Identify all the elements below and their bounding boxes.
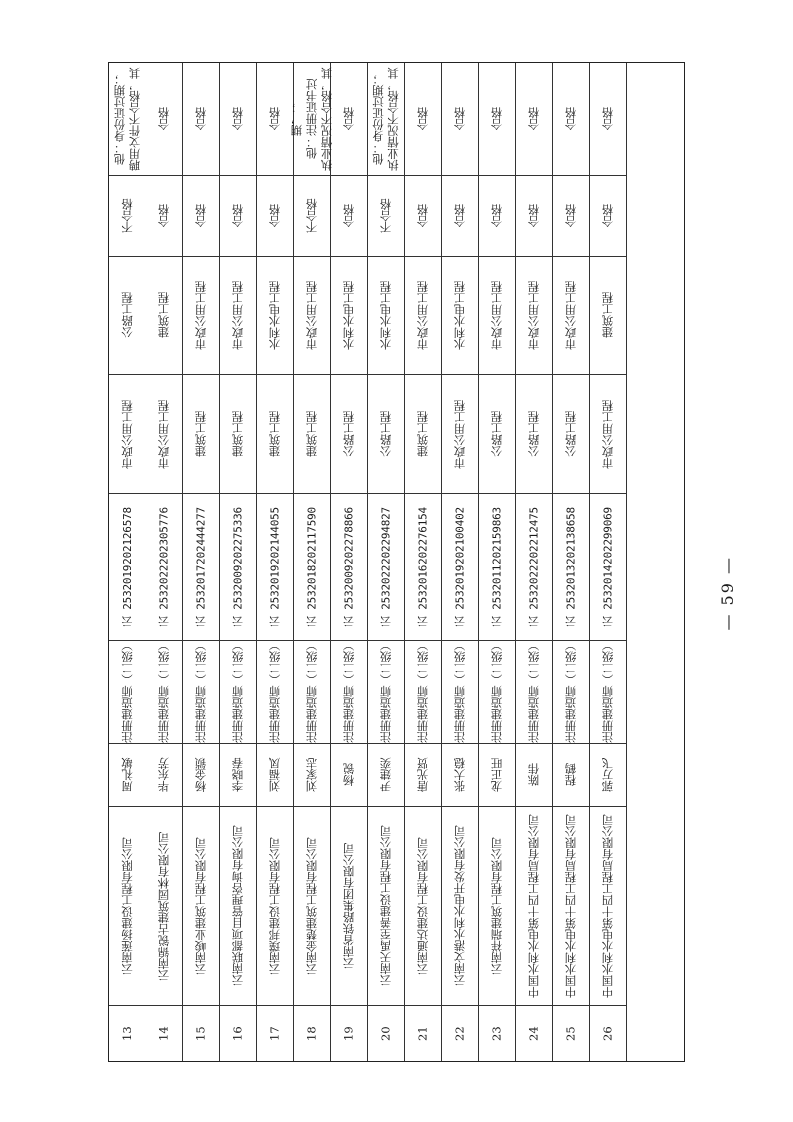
- specialty-secondary-cell: 建筑工程: [146, 256, 182, 375]
- specialty-primary-cell: 市政公用工程: [590, 374, 626, 493]
- person-name-cell: 李晓春: [220, 743, 256, 806]
- qualification-type-cell: 注册建造师（二级）: [590, 640, 626, 743]
- company-name-cell: 中国水利水电第十四工程局有限公司: [553, 806, 589, 1006]
- remark-cell: 聘用文件不合格，其他：身份证过期；: [112, 67, 142, 171]
- row-number-cell: 22: [442, 1005, 478, 1061]
- person-name-cell: 程鹤: [553, 743, 589, 806]
- check-result-cell: 合格: [220, 175, 256, 256]
- person-name-cell: 尹建奕: [368, 743, 404, 806]
- registration-table: [108, 62, 685, 1062]
- qualification-type-cell: 注册建造师（二级）: [553, 640, 589, 743]
- row-number-cell: 23: [479, 1005, 515, 1061]
- table-row: [257, 63, 294, 1061]
- remark-cell: 执业情况不合格，其他：身份证过期；: [371, 67, 400, 171]
- remark-cell: 合格: [563, 107, 578, 131]
- company-name-cell: 云南文港水利水电开发有限公司: [442, 806, 478, 1006]
- specialty-primary-cell: 公路工程: [368, 374, 404, 493]
- qualification-type-cell: 注册建造师（二级）: [479, 640, 515, 743]
- page-number: — 59 —: [718, 556, 737, 631]
- company-name-cell: 中国水利水电第十四工程局有限公司: [516, 806, 552, 1006]
- remark-cell: 合格: [230, 107, 245, 131]
- table-row: [590, 63, 627, 1061]
- person-name-cell: 唐光贤: [405, 743, 441, 806]
- check-result-cell: 合格: [146, 175, 182, 256]
- specialty-primary-cell: 公路工程: [516, 374, 552, 493]
- check-result-cell: 合格: [183, 175, 219, 256]
- specialty-primary-cell: 市政公用工程: [109, 374, 146, 493]
- table-row: [220, 63, 257, 1061]
- specialty-secondary-cell: 公路工程: [109, 256, 146, 375]
- certificate-number-cell: 云 2532009202278866: [331, 493, 367, 640]
- row-number-cell: 14: [146, 1005, 182, 1061]
- qualification-type-cell: 注册建造师（二级）: [183, 640, 219, 743]
- specialty-secondary-cell: 市政公用工程: [294, 256, 330, 375]
- remark-cell: 合格: [341, 107, 356, 131]
- specialty-secondary-cell: 市政公用工程: [220, 256, 256, 375]
- qualification-type-cell: 注册建造师（二级）: [109, 640, 146, 743]
- qualification-type-cell: 注册建造师（二级）: [442, 640, 478, 743]
- certificate-number-cell: 云 2532022202294827: [368, 493, 404, 640]
- person-name-cell: 刘家志: [294, 743, 330, 806]
- certificate-number-cell: 云 2532022202212475: [516, 493, 552, 640]
- qualification-type-cell: 注册建造师（二级）: [405, 640, 441, 743]
- table-row: [109, 63, 146, 1061]
- check-result-cell: 合格: [257, 175, 293, 256]
- company-name-cell: 云南金楚建筑工程有限公司: [294, 806, 330, 1006]
- row-number-cell: 15: [183, 1005, 219, 1061]
- specialty-primary-cell: 公路工程: [331, 374, 367, 493]
- specialty-primary-cell: 市政公用工程: [442, 374, 478, 493]
- person-name-cell: 毕东芳: [146, 743, 182, 806]
- person-name-cell: 龙正旺: [479, 743, 515, 806]
- table-row: [183, 63, 220, 1061]
- row-number-cell: 17: [257, 1005, 293, 1061]
- qualification-type-cell: 注册建造师（二级）: [331, 640, 367, 743]
- row-number-cell: 13: [109, 1005, 146, 1061]
- specialty-primary-cell: 建筑工程: [183, 374, 219, 493]
- row-number-cell: 26: [590, 1005, 626, 1061]
- certificate-number-cell: 云 2532019202144055: [257, 493, 293, 640]
- specialty-secondary-cell: 建筑工程: [590, 256, 626, 375]
- person-name-cell: 杨金锁: [183, 743, 219, 806]
- check-result-cell: 合格: [590, 175, 626, 256]
- company-name-cell: 云南峻业建筑工程有限公司: [183, 806, 219, 1006]
- certificate-number-cell: 云 2532009202275336: [220, 493, 256, 640]
- check-result-cell: 不合格: [368, 175, 404, 256]
- certificate-number-cell: 云 2532017202444277: [183, 493, 219, 640]
- specialty-primary-cell: 公路工程: [479, 374, 515, 493]
- person-name-cell: 杨锐: [331, 743, 367, 806]
- certificate-number-cell: 云 2532014202299069: [590, 493, 626, 640]
- specialty-secondary-cell: 市政公用工程: [479, 256, 515, 375]
- specialty-secondary-cell: 市政公用工程: [553, 256, 589, 375]
- specialty-primary-cell: 建筑工程: [294, 374, 330, 493]
- person-name-cell: 刘福凤: [257, 743, 293, 806]
- specialty-primary-cell: 建筑工程: [220, 374, 256, 493]
- check-result-cell: 合格: [405, 175, 441, 256]
- specialty-secondary-cell: 市政公用工程: [516, 256, 552, 375]
- company-name-cell: 云南璞邦建设工程有限公司: [257, 806, 293, 1006]
- check-result-cell: 合格: [479, 175, 515, 256]
- certificate-number-cell: 云 2532013202138658: [553, 493, 589, 640]
- table-row: [516, 63, 553, 1061]
- specialty-secondary-cell: 水利水电工程: [442, 256, 478, 375]
- company-name-cell: 中国水利水电第十四工程局有限公司: [590, 806, 626, 1006]
- table-row: [289, 63, 334, 1061]
- check-result-cell: 合格: [516, 175, 552, 256]
- person-name-cell: 张大稳: [442, 743, 478, 806]
- remark-cell: 执业情况不合格，其他：注册证书过期，；: [289, 67, 334, 171]
- certificate-number-cell: 云 2532016202276154: [405, 493, 441, 640]
- remark-cell: 合格: [193, 107, 208, 131]
- check-result-cell: 合格: [553, 175, 589, 256]
- specialty-secondary-cell: 水利水电工程: [257, 256, 293, 375]
- specialty-primary-cell: 公路工程: [553, 374, 589, 493]
- specialty-secondary-cell: 市政公用工程: [405, 256, 441, 375]
- remark-cell: 合格: [489, 107, 504, 131]
- table-row: [553, 63, 590, 1061]
- table-row: [331, 63, 368, 1061]
- remark-cell: 合格: [156, 107, 171, 131]
- row-number-cell: 19: [331, 1005, 367, 1061]
- person-name-cell: 郭万飞: [590, 743, 626, 806]
- company-name-cell: 云南省铁路集团有限公司: [331, 806, 367, 1006]
- company-name-cell: 云南联都项目管理咨询有限公司: [220, 806, 256, 1006]
- qualification-type-cell: 注册建造师（二级）: [516, 640, 552, 743]
- check-result-cell: 合格: [442, 175, 478, 256]
- qualification-type-cell: 注册建造师（二级）: [146, 640, 182, 743]
- remark-cell: 合格: [267, 107, 282, 131]
- qualification-type-cell: 注册建造师（二级）: [368, 640, 404, 743]
- qualification-type-cell: 注册建造师（二级）: [220, 640, 256, 743]
- row-number-cell: 18: [294, 1005, 330, 1061]
- company-name-cell: 云南锦锐古建筑园林有限公司: [146, 806, 182, 1006]
- certificate-number-cell: 云 2532022202305776: [146, 493, 182, 640]
- table-row: [146, 63, 183, 1061]
- specialty-primary-cell: 建筑工程: [257, 374, 293, 493]
- check-result-cell: 不合格: [294, 175, 330, 256]
- check-result-cell: 合格: [331, 175, 367, 256]
- specialty-secondary-cell: 水利水电工程: [331, 256, 367, 375]
- person-name-cell: 陈伟: [516, 743, 552, 806]
- qualification-type-cell: 注册建造师（二级）: [257, 640, 293, 743]
- company-name-cell: 云南莲扬建设工程有限公司: [109, 806, 146, 1006]
- row-number-cell: 16: [220, 1005, 256, 1061]
- row-number-cell: 21: [405, 1005, 441, 1061]
- remark-cell: 合格: [600, 107, 615, 131]
- person-name-cell: 周礼敏: [109, 743, 146, 806]
- row-number-cell: 20: [368, 1005, 404, 1061]
- row-number-cell: 25: [553, 1005, 589, 1061]
- specialty-primary-cell: 市政公用工程: [146, 374, 182, 493]
- specialty-secondary-cell: 市政公用工程: [183, 256, 219, 375]
- certificate-number-cell: 云 2532018202117590: [294, 493, 330, 640]
- remark-cell: 合格: [452, 107, 467, 131]
- row-number-cell: 24: [516, 1005, 552, 1061]
- remark-cell: 合格: [526, 107, 541, 131]
- certificate-number-cell: 云 2532019202100402: [442, 493, 478, 640]
- specialty-secondary-cell: 水利水电工程: [368, 256, 404, 375]
- table-row: [442, 63, 479, 1061]
- certificate-number-cell: 云 2532019202126578: [109, 493, 146, 640]
- company-name-cell: 云南祥瑞建筑工程有限公司: [479, 806, 515, 1006]
- certificate-number-cell: 云 2532011202159863: [479, 493, 515, 640]
- specialty-primary-cell: 建筑工程: [405, 374, 441, 493]
- table-row: [368, 63, 405, 1061]
- company-name-cell: 云南天禹至善建设工程有限公司: [368, 806, 404, 1006]
- check-result-cell: 不合格: [109, 175, 146, 256]
- table-row: [479, 63, 516, 1061]
- table-row: [405, 63, 442, 1061]
- company-name-cell: 云南通达建设工程有限公司: [405, 806, 441, 1006]
- remark-cell: 合格: [415, 107, 430, 131]
- qualification-type-cell: 注册建造师（二级）: [294, 640, 330, 743]
